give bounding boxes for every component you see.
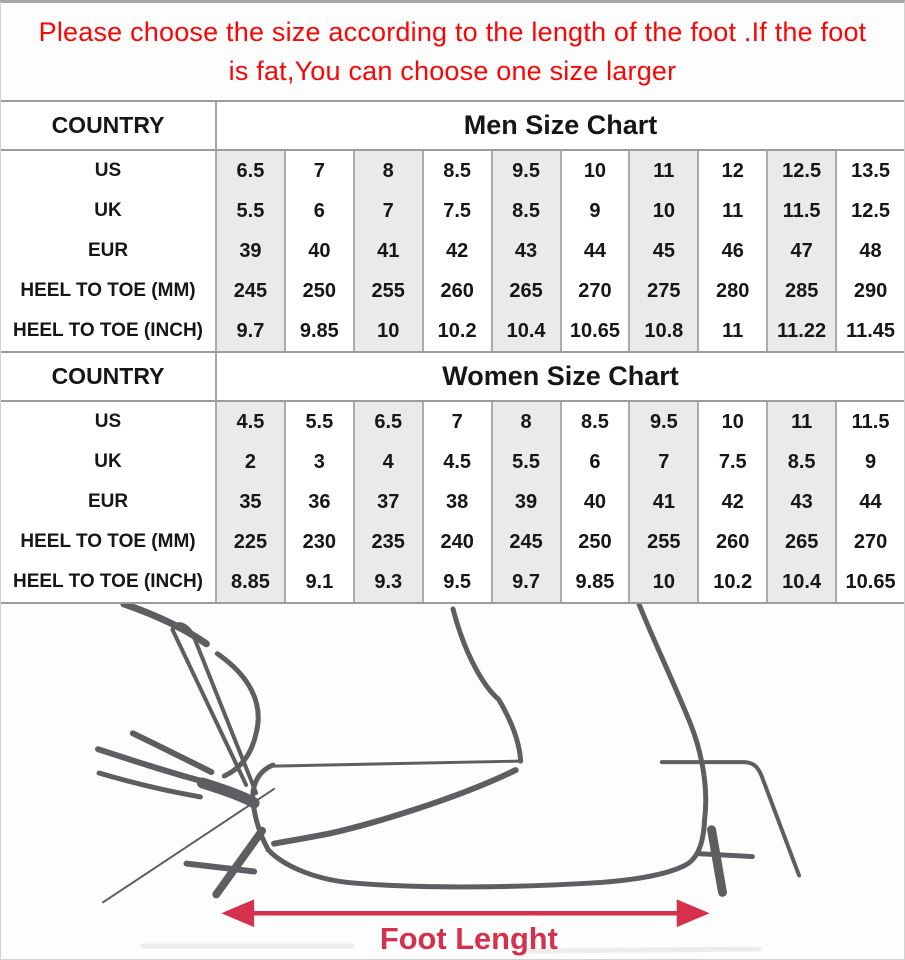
size-value-cell: 35 bbox=[215, 482, 284, 522]
foot-sketch bbox=[1, 604, 905, 959]
size-value-cell: 10.65 bbox=[835, 562, 904, 602]
women-table-title: Women Size Chart bbox=[215, 353, 904, 402]
size-value-cell: 10.4 bbox=[491, 311, 560, 351]
row-label: HEEL TO TOE (INCH) bbox=[12, 320, 204, 341]
size-value-cell: 4 bbox=[353, 442, 422, 482]
size-value-cell: 285 bbox=[766, 271, 835, 311]
toe-mark bbox=[216, 831, 262, 895]
row-label: EUR bbox=[87, 240, 129, 261]
size-value-cell: 250 bbox=[284, 271, 353, 311]
size-value-cell: 240 bbox=[422, 522, 491, 562]
size-value-cell: 4.5 bbox=[422, 442, 491, 482]
size-value-cell: 9.3 bbox=[353, 562, 422, 602]
size-value-cell: 8.5 bbox=[491, 191, 560, 231]
size-value-cell: 10.2 bbox=[422, 311, 491, 351]
size-value-cell: 245 bbox=[491, 522, 560, 562]
arrow-left-head bbox=[221, 899, 254, 927]
size-value-cell: 7 bbox=[628, 442, 697, 482]
size-value-cell: 10.8 bbox=[628, 311, 697, 351]
row-label: HEEL TO TOE (MM) bbox=[20, 280, 196, 301]
size-value-cell: 7 bbox=[353, 191, 422, 231]
row-label: HEEL TO TOE (INCH) bbox=[12, 571, 204, 592]
size-value-cell: 265 bbox=[491, 271, 560, 311]
size-value-cell: 5.5 bbox=[491, 442, 560, 482]
size-value-cell: 44 bbox=[560, 231, 629, 271]
size-value-cell: 42 bbox=[697, 482, 766, 522]
heel-mark bbox=[712, 830, 723, 893]
size-value-cell: 10.2 bbox=[697, 562, 766, 602]
size-value-cell: 8.5 bbox=[766, 442, 835, 482]
foot-and-hand-sketch bbox=[98, 604, 799, 902]
size-value-cell: 42 bbox=[422, 231, 491, 271]
size-value-cell: 7 bbox=[422, 402, 491, 442]
size-value-cell: 10 bbox=[628, 562, 697, 602]
size-value-cell: 12 bbox=[697, 151, 766, 191]
size-value-cell: 4.5 bbox=[215, 402, 284, 442]
size-value-cell: 270 bbox=[560, 271, 629, 311]
size-value-cell: 38 bbox=[422, 482, 491, 522]
size-value-cell: 39 bbox=[215, 231, 284, 271]
size-value-cell: 9.7 bbox=[491, 562, 560, 602]
size-value-cell: 36 bbox=[284, 482, 353, 522]
size-value-cell: 260 bbox=[697, 522, 766, 562]
size-value-cell: 8.5 bbox=[422, 151, 491, 191]
size-value-cell: 7.5 bbox=[697, 442, 766, 482]
size-value-cell: 6 bbox=[284, 191, 353, 231]
size-value-cell: 3 bbox=[284, 442, 353, 482]
heel-board-line bbox=[662, 762, 799, 875]
size-value-cell: 225 bbox=[215, 522, 284, 562]
size-value-cell: 41 bbox=[628, 482, 697, 522]
size-value-cell: 43 bbox=[491, 231, 560, 271]
size-value-cell: 11 bbox=[697, 191, 766, 231]
size-value-cell: 5.5 bbox=[215, 191, 284, 231]
size-value-cell: 255 bbox=[628, 522, 697, 562]
size-value-cell: 6.5 bbox=[353, 402, 422, 442]
size-value-cell: 11 bbox=[628, 151, 697, 191]
row-label: US bbox=[94, 160, 122, 181]
instep-line bbox=[273, 761, 519, 766]
size-value-cell: 9.7 bbox=[215, 311, 284, 351]
size-value-cell: 37 bbox=[353, 482, 422, 522]
size-value-cell: 10.4 bbox=[766, 562, 835, 602]
size-value-cell: 11.22 bbox=[766, 311, 835, 351]
size-value-cell: 10 bbox=[560, 151, 629, 191]
size-value-cell: 5.5 bbox=[284, 402, 353, 442]
size-value-cell: 44 bbox=[835, 482, 904, 522]
shin-line bbox=[453, 609, 521, 761]
men-table-title: Men Size Chart bbox=[215, 102, 904, 151]
size-value-cell: 46 bbox=[697, 231, 766, 271]
size-value-cell: 13.5 bbox=[835, 151, 904, 191]
sizing-notice bbox=[1, 3, 904, 100]
size-value-cell: 6.5 bbox=[215, 151, 284, 191]
size-value-cell: 11.45 bbox=[835, 311, 904, 351]
size-value-cell: 9.5 bbox=[491, 151, 560, 191]
size-value-cell: 8.5 bbox=[560, 402, 629, 442]
size-value-cell: 10.65 bbox=[560, 311, 629, 351]
size-value-cell: 8.85 bbox=[215, 562, 284, 602]
size-value-cell: 8 bbox=[491, 402, 560, 442]
toe-tick bbox=[187, 864, 255, 872]
size-value-cell: 9.85 bbox=[284, 311, 353, 351]
size-value-cell: 260 bbox=[422, 271, 491, 311]
men-country-header: COUNTRY bbox=[1, 102, 215, 151]
size-value-cell: 11.5 bbox=[835, 402, 904, 442]
size-value-cell: 47 bbox=[766, 231, 835, 271]
size-value-cell: 9.5 bbox=[422, 562, 491, 602]
size-value-cell: 11.5 bbox=[766, 191, 835, 231]
women-country-header: COUNTRY bbox=[1, 353, 215, 402]
size-value-cell: 40 bbox=[284, 231, 353, 271]
size-value-cell: 9.85 bbox=[560, 562, 629, 602]
size-value-cell: 10 bbox=[697, 402, 766, 442]
size-value-cell: 230 bbox=[284, 522, 353, 562]
size-value-cell: 10 bbox=[353, 311, 422, 351]
size-value-cell: 255 bbox=[353, 271, 422, 311]
heel-leg-line bbox=[639, 604, 706, 820]
row-label: UK bbox=[94, 451, 122, 472]
row-label: UK bbox=[94, 200, 122, 221]
size-value-cell: 265 bbox=[766, 522, 835, 562]
size-value-cell: 2 bbox=[215, 442, 284, 482]
notice-line-2: is fat,You can choose one size larger bbox=[228, 55, 677, 86]
size-value-cell: 12.5 bbox=[835, 191, 904, 231]
size-value-cell: 245 bbox=[215, 271, 284, 311]
arrow-right-head bbox=[677, 899, 710, 927]
ankle-line bbox=[274, 770, 516, 844]
size-value-cell: 9 bbox=[835, 442, 904, 482]
size-value-cell: 45 bbox=[628, 231, 697, 271]
women-size-table bbox=[1, 351, 904, 604]
size-value-cell: 275 bbox=[628, 271, 697, 311]
size-value-cell: 290 bbox=[835, 271, 904, 311]
size-value-cell: 48 bbox=[835, 231, 904, 271]
size-value-cell: 7 bbox=[284, 151, 353, 191]
size-value-cell: 9 bbox=[560, 191, 629, 231]
size-value-cell: 270 bbox=[835, 522, 904, 562]
size-value-cell: 11 bbox=[697, 311, 766, 351]
row-label: HEEL TO TOE (MM) bbox=[20, 531, 196, 552]
size-value-cell: 10 bbox=[628, 191, 697, 231]
size-value-cell: 43 bbox=[766, 482, 835, 522]
size-value-cell: 7.5 bbox=[422, 191, 491, 231]
size-value-cell: 9.1 bbox=[284, 562, 353, 602]
foot-measurement-diagram bbox=[1, 604, 904, 959]
size-value-cell: 235 bbox=[353, 522, 422, 562]
men-size-table bbox=[1, 100, 904, 351]
size-value-cell: 8 bbox=[353, 151, 422, 191]
size-value-cell: 6 bbox=[560, 442, 629, 482]
size-value-cell: 11 bbox=[766, 402, 835, 442]
size-value-cell: 41 bbox=[353, 231, 422, 271]
size-value-cell: 280 bbox=[697, 271, 766, 311]
size-value-cell: 40 bbox=[560, 482, 629, 522]
pencil-icon bbox=[173, 630, 247, 785]
notice-line-1: Please choose the size according to the length of the foot .If the foot bbox=[38, 16, 867, 47]
row-label: EUR bbox=[87, 491, 129, 512]
size-value-cell: 250 bbox=[560, 522, 629, 562]
size-value-cell: 12.5 bbox=[766, 151, 835, 191]
heel-tick bbox=[698, 854, 753, 857]
size-value-cell: 9.5 bbox=[628, 402, 697, 442]
row-label: US bbox=[94, 411, 122, 432]
size-value-cell: 39 bbox=[491, 482, 560, 522]
foot-length-label: Foot Lenght bbox=[379, 921, 558, 957]
